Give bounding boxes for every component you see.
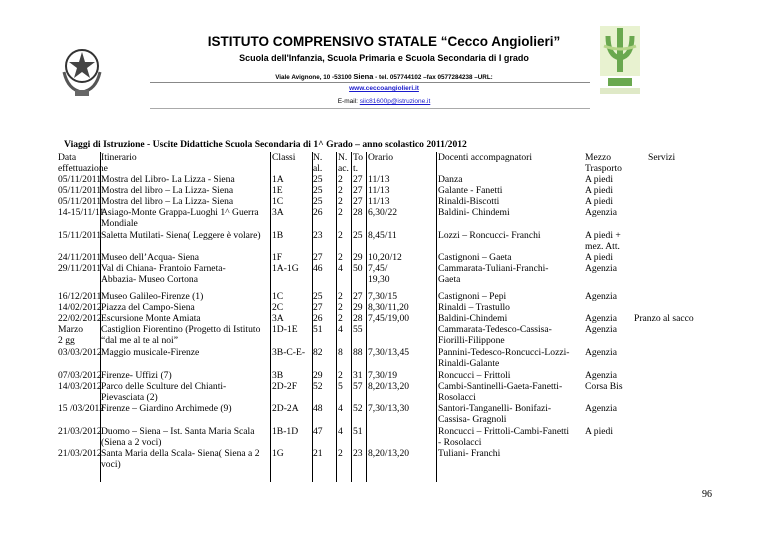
row-tot: 52 (353, 403, 363, 414)
col-header-mezzo: Mezzo (585, 152, 612, 163)
row-date: 29/11/2011 (58, 263, 101, 274)
row-docenti: Rosolacci (438, 392, 476, 404)
row-itinerario: Duomo – Siena – Ist. Santa Maria Scala (101, 426, 255, 437)
row-mezzo: A piedi (585, 185, 613, 196)
row-n-ac: 2 (338, 448, 343, 459)
row-orario: 11/13 (368, 174, 390, 185)
row-classi: 1G (272, 448, 284, 459)
row-mezzo: Corsa Bis (585, 381, 623, 392)
row-n-al: 26 (313, 313, 323, 324)
row-docenti: Roncucci – Frittoli (438, 370, 511, 381)
row-n-ac: 8 (338, 347, 343, 358)
row-docenti: Fiorilli-Filippone (438, 335, 505, 347)
row-docenti: Galante - Fanetti (438, 185, 503, 196)
row-mezzo: mez. Att. (585, 241, 620, 253)
row-itinerario: Maggio musicale-Firenze (101, 347, 200, 358)
row-orario: 7,30/13,30 (368, 403, 410, 414)
row-classi: 3A (272, 313, 284, 324)
row-date: 14-15/11/11 (58, 207, 105, 218)
row-n-al: 21 (313, 448, 323, 459)
row-date: 15/11/2011 (58, 230, 101, 241)
row-classi: 2C (272, 302, 284, 313)
row-docenti: Tuliani- Franchi (438, 448, 501, 459)
document-heading: Viaggi di Istruzione - Uscite Didattiche Scuola Secondaria di 1^ Grado – anno scolastico 2011/2012 (64, 139, 467, 150)
row-tot: 51 (353, 426, 363, 437)
col-header-date: effettuazione (58, 163, 108, 175)
row-n-al: 51 (313, 324, 323, 335)
row-n-ac: 4 (338, 263, 343, 274)
row-classi: 1B (272, 230, 284, 241)
row-date: 07/03/2012 (58, 370, 102, 381)
column-rule (436, 152, 437, 482)
row-orario: 11/13 (368, 185, 390, 196)
row-itinerario: Pievasciata (2) (101, 392, 158, 404)
row-tot: 28 (353, 207, 363, 218)
row-docenti: Castignoni – Pepi (438, 291, 507, 302)
col-header-n-ac: N. (338, 152, 348, 163)
email-link[interactable]: siic81600p@istruzione.it (359, 98, 431, 105)
row-date: Marzo (58, 324, 84, 335)
row-n-ac: 2 (338, 370, 343, 381)
col-header-n-al: N. (313, 152, 323, 163)
row-tot: 27 (353, 185, 363, 196)
row-docenti: Roncucci – Frittoli-Cambi-Fanetti (438, 426, 570, 437)
row-docenti: Rinaldi-Galante (438, 358, 500, 370)
row-n-ac: 2 (338, 291, 343, 302)
row-n-ac: 2 (338, 313, 343, 324)
row-itinerario: Santa Maria della Scala- Siena( Siena a 2 (101, 448, 260, 459)
row-n-al: 25 (313, 174, 323, 185)
row-itinerario: Mostra del libro – La Lizza- Siena (101, 196, 234, 207)
row-tot: 27 (353, 196, 363, 207)
col-header-tot: t. (353, 163, 359, 175)
school-name: ISTITUTO COMPRENSIVO STATALE “Cecco Angiolieri” (207, 34, 561, 49)
row-itinerario: Piazza del Campo-Siena (101, 302, 195, 313)
row-docenti: Santori-Tanganelli- Bonifazi- (438, 403, 552, 414)
row-n-al: 27 (313, 252, 323, 263)
col-header-mezzo: Trasporto (585, 163, 622, 175)
row-tot: 29 (353, 302, 363, 313)
school-address: Viale Avignone, 10 -53100 Siena - tel. 057744102 –fax 0577284238 –URL: (275, 72, 493, 81)
row-tot: 23 (353, 448, 363, 459)
row-n-al: 82 (313, 347, 323, 358)
row-orario: 8,30/11,20 (368, 302, 409, 313)
row-tot: 88 (353, 347, 363, 358)
row-n-ac: 2 (338, 207, 343, 218)
row-docenti: Cassisa- Gragnoli (438, 414, 507, 426)
row-n-al: 23 (313, 230, 323, 241)
col-header-date: Data (58, 152, 77, 163)
row-tot: 31 (353, 370, 363, 381)
row-itinerario: Parco delle Sculture del Chianti- (101, 381, 227, 392)
row-orario: 7,30/15 (368, 291, 398, 302)
school-logo-icon (594, 22, 646, 96)
letterhead (0, 0, 768, 120)
row-itinerario: Firenze – Giardino Archimede (9) (101, 403, 232, 414)
row-itinerario: Saletta Mutilati- Siena( Leggere è volare) (101, 230, 261, 241)
col-header-servizi: Servizi (648, 152, 676, 163)
row-n-al: 25 (313, 196, 323, 207)
row-itinerario: Castiglion Fiorentino (Progetto di Istituto (101, 324, 261, 335)
row-date: 21/03/2012 (58, 426, 102, 437)
row-docenti: Rinaldi – Trastullo (438, 302, 510, 313)
row-docenti: Gaeta (438, 274, 461, 286)
row-date: 15 /03/2012 (58, 403, 105, 414)
row-date: 14/03/2012 (58, 381, 102, 392)
col-header-n-al: al. (313, 163, 323, 175)
row-date: 16/12/2011 (58, 291, 102, 302)
col-header-docenti: Docenti accompagnatori (438, 152, 533, 163)
row-docenti: Cammarata-Tuliani-Franchi- (438, 263, 549, 274)
row-classi: 3B-C-E- (272, 347, 306, 358)
row-n-al: 52 (313, 381, 323, 392)
row-orario: 7,45/ (368, 263, 388, 274)
row-orario: 7,30/13,45 (368, 347, 410, 358)
row-docenti: Cambi-Santinelli-Gaeta-Fanetti- (438, 381, 563, 392)
row-orario: 10,20/12 (368, 252, 402, 263)
row-docenti: Pannini-Tedesco-Roncucci-Lozzi- (438, 347, 570, 358)
row-classi: 3A (272, 207, 284, 218)
row-mezzo: Agenzia (585, 291, 617, 302)
col-header-classi: Classi (272, 152, 296, 163)
row-servizi: Pranzo al sacco (634, 313, 694, 324)
row-itinerario: (Siena a 2 voci) (101, 437, 162, 449)
col-header-itinerario: Itinerario (101, 152, 137, 163)
row-itinerario: “dal me al te al noi” (101, 335, 178, 347)
row-date: 05/11/2011 (58, 174, 101, 185)
row-mezzo: Agenzia (585, 263, 617, 274)
row-date: 05/11/2011 (58, 196, 101, 207)
row-date: 14/02/2012 (58, 302, 102, 313)
header-divider-2 (150, 108, 590, 109)
row-itinerario: Museo dell’Acqua- Siena (101, 252, 200, 263)
row-mezzo: Agenzia (585, 207, 617, 218)
header-divider (150, 82, 590, 83)
trips-table (0, 150, 768, 520)
row-itinerario: Escursione Monte Amiata (101, 313, 201, 324)
row-docenti: Rinaldi-Biscotti (438, 196, 500, 207)
row-date: 05/11/2011 (58, 185, 101, 196)
row-tot: 55 (353, 324, 363, 335)
row-itinerario: Museo Galileo-Firenze (1) (101, 291, 204, 302)
row-n-ac: 2 (338, 174, 343, 185)
row-date: 24/11/2011 (58, 252, 101, 263)
col-header-n-ac: ac. (338, 163, 349, 175)
row-docenti: Lozzi – Roncucci- Franchi (438, 230, 541, 241)
row-n-al: 48 (313, 403, 323, 414)
row-tot: 27 (353, 291, 363, 302)
row-mezzo: A piedi (585, 196, 613, 207)
row-n-ac: 2 (338, 302, 343, 313)
row-classi: 2D-2A (272, 403, 299, 414)
row-n-al: 47 (313, 426, 323, 437)
row-orario: 11/13 (368, 196, 390, 207)
row-itinerario: Mostra del libro – La Lizza- Siena (101, 185, 234, 196)
row-n-ac: 2 (338, 196, 343, 207)
row-date: 22/02/2012 (58, 313, 102, 324)
row-n-al: 29 (313, 370, 323, 381)
website-link[interactable]: www.ceccoangiolieri.it (349, 85, 419, 92)
row-tot: 57 (353, 381, 363, 392)
row-n-al: 26 (313, 207, 323, 218)
row-n-ac: 2 (338, 185, 343, 196)
row-itinerario: Mondiale (101, 218, 138, 230)
column-rule (100, 152, 101, 482)
row-orario: 8,20/13,20 (368, 381, 410, 392)
school-subtitle: Scuola dell'Infanzia, Scuola Primaria e Scuola Secondaria di I grado (239, 53, 529, 63)
row-n-ac: 2 (338, 252, 343, 263)
row-classi: 2D-2F (272, 381, 298, 392)
row-classi: 3B (272, 370, 284, 381)
row-classi: 1E (272, 185, 283, 196)
row-classi: 1D-1E (272, 324, 298, 335)
row-classi: 1A-1G (272, 263, 299, 274)
row-n-ac: 4 (338, 426, 343, 437)
column-rule (351, 152, 352, 482)
row-n-ac: 4 (338, 324, 343, 335)
row-itinerario: Abbazia- Museo Cortona (101, 274, 198, 286)
row-mezzo: A piedi (585, 174, 613, 185)
column-rule (270, 152, 271, 482)
row-itinerario: voci) (101, 459, 121, 471)
row-tot: 28 (353, 313, 363, 324)
row-tot: 50 (353, 263, 363, 274)
row-itinerario: Val di Chiana- Frantoio Farneta- (101, 263, 226, 274)
row-mezzo: Agenzia (585, 403, 617, 414)
row-itinerario: Mostra del Libro- La Lizza - Siena (101, 174, 235, 185)
row-classi: 1B-1D (272, 426, 299, 437)
col-header-tot: To (353, 152, 363, 163)
row-n-ac: 2 (338, 230, 343, 241)
email-line: E-mail: siic81600p@istruzione.it (337, 98, 431, 105)
row-tot: 25 (353, 230, 363, 241)
row-mezzo: Agenzia (585, 347, 617, 358)
row-classi: 1A (272, 174, 284, 185)
row-mezzo: Agenzia (585, 370, 617, 381)
row-mezzo: Agenzia (585, 313, 617, 324)
row-mezzo: A piedi (585, 252, 613, 263)
row-orario: 19,30 (368, 274, 390, 286)
row-orario: 7,45/19,00 (368, 313, 410, 324)
row-docenti: Castignoni – Gaeta (438, 252, 512, 263)
page-number: 96 (702, 489, 712, 500)
row-itinerario: Firenze- Uffizi (7) (101, 370, 172, 381)
row-mezzo: A piedi (585, 426, 613, 437)
row-classi: 1F (272, 252, 283, 263)
row-orario: 8,45/11 (368, 230, 397, 241)
col-header-orario: Orario (368, 152, 394, 163)
row-itinerario: Asiago-Monte Grappa-Luoghi 1^ Guerra (101, 207, 259, 218)
row-n-al: 27 (313, 302, 323, 313)
row-n-al: 46 (313, 263, 323, 274)
column-rule (312, 152, 313, 482)
row-docenti: Baldini-Chindemi (438, 313, 508, 324)
row-classi: 1C (272, 291, 284, 302)
row-docenti: Danza (438, 174, 463, 185)
row-docenti: Baldini- Chindemi (438, 207, 510, 218)
row-tot: 29 (353, 252, 363, 263)
column-rule (366, 152, 367, 482)
row-mezzo: A piedi + (585, 230, 621, 241)
row-orario: 8,20/13,20 (368, 448, 410, 459)
row-orario: 6,30/22 (368, 207, 398, 218)
row-date: 03/03/2012 (58, 347, 102, 358)
row-n-al: 25 (313, 291, 323, 302)
row-n-ac: 4 (338, 403, 343, 414)
row-docenti: Cammarata-Tedesco-Cassisa- (438, 324, 552, 335)
row-docenti: - Rosolacci (438, 437, 482, 449)
column-rule (336, 152, 337, 482)
row-date: 21/03/2012 (58, 448, 102, 459)
row-mezzo: Agenzia (585, 324, 617, 335)
row-tot: 27 (353, 174, 363, 185)
row-n-ac: 5 (338, 381, 343, 392)
row-n-al: 25 (313, 185, 323, 196)
row-date: 2 gg (58, 335, 75, 347)
row-classi: 1C (272, 196, 284, 207)
row-orario: 7,30/19 (368, 370, 398, 381)
